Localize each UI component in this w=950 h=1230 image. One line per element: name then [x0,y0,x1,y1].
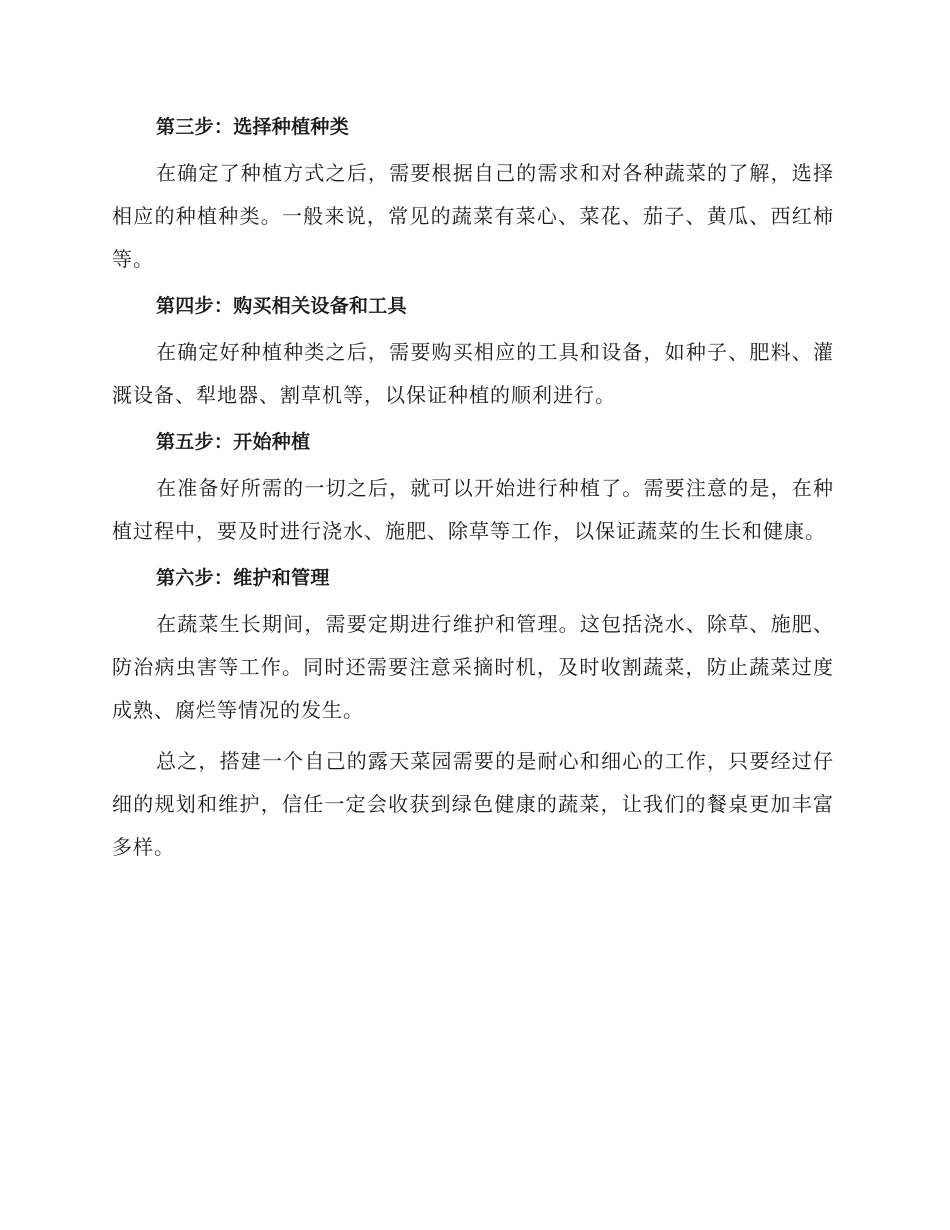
step-4-heading: 第四步：购买相关设备和工具 [156,295,407,317]
step-5-paragraph: 在准备好所需的一切之后，就可以开始进行种植了。需要注意的是，在种植过程中，要及时进行浇水、施肥、除草等工作，以保证蔬菜的生长和健康。 [112,476,834,543]
step-3-heading: 第三步：选择种植种类 [156,116,350,138]
step-6-paragraph: 在蔬菜生长期间，需要定期进行维护和管理。这包括浇水、除草、施肥、防治病虫害等工作。同时还需要注意采摘时机，及时收割蔬菜，防止蔬菜过度成熟、腐烂等情况的发生。 [112,612,834,722]
conclusion-paragraph: 总之，搭建一个自己的露天菜园需要的是耐心和细心的工作，只要经过仔细的规划和维护，信任一定会收获到绿色健康的蔬菜，让我们的餐桌更加丰富多样。 [112,749,834,859]
step-5-heading: 第五步：开始种植 [156,431,311,453]
step-4-paragraph: 在确定好种植种类之后，需要购买相应的工具和设备，如种子、肥料、灌溉设备、犁地器、割草机等，以保证种植的顺利进行。 [112,340,834,407]
step-3-paragraph: 在确定了种植方式之后，需要根据自己的需求和对各种蔬菜的了解，选择相应的种植种类。一般来说，常见的蔬菜有菜心、菜花、茄子、黄瓜、西红柿等。 [112,161,834,271]
step-6-heading: 第六步：维护和管理 [156,567,330,589]
document-body [112,110,834,877]
